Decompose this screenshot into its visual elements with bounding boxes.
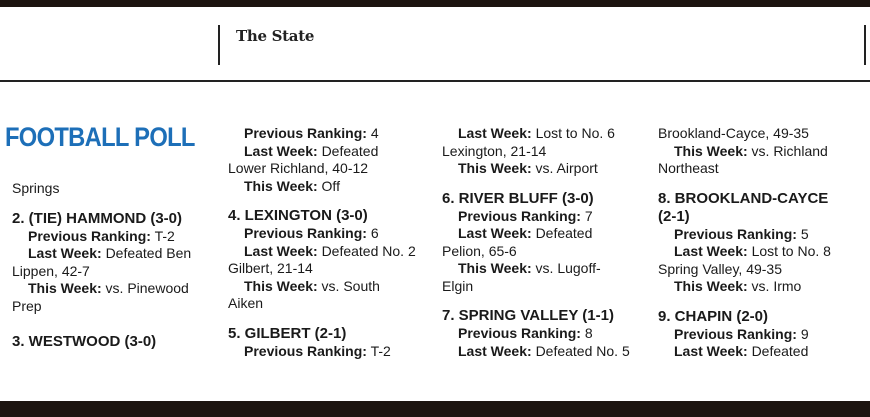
this-week-label: This Week: (244, 277, 318, 294)
text-line: Gilbert, 21-14 (228, 260, 313, 276)
previous-ranking-line (228, 343, 416, 361)
last-week-line (12, 245, 191, 263)
previous-ranking-value: 6 (370, 225, 379, 241)
previous-ranking-value: T-2 (154, 227, 175, 244)
last-week-value: Defeated (535, 225, 593, 241)
masthead-divider-left (218, 25, 220, 65)
text-line: Springs (12, 180, 60, 196)
last-week-line (442, 225, 630, 243)
bottom-bar (0, 401, 870, 417)
masthead-rule (0, 80, 870, 82)
text-line: Spring Valley, 49-35 (658, 260, 782, 277)
previous-ranking-value: 5 (800, 225, 809, 242)
poll-title: FOOTBALL POLL (5, 122, 195, 152)
masthead-divider-right (864, 25, 866, 65)
text-line: Lippen, 42-7 (12, 262, 90, 279)
previous-ranking-label: Previous Ranking: (458, 207, 581, 224)
last-week-label: Last Week: (244, 142, 318, 159)
masthead-logo: The State (236, 27, 315, 45)
this-week-label: This Week: (28, 280, 102, 296)
previous-ranking-line (442, 325, 630, 343)
this-week-label: This Week: (674, 278, 748, 294)
last-week-label: Last Week: (458, 225, 532, 241)
last-week-label: Last Week: (458, 125, 532, 141)
this-week-value: vs. South (321, 277, 380, 294)
text-line: Lower Richland, 40-12 (228, 160, 369, 176)
column-1 (12, 180, 191, 351)
last-week-label: Last Week: (28, 245, 102, 261)
this-week-line (658, 143, 831, 161)
previous-ranking-label: Previous Ranking: (674, 325, 797, 342)
previous-ranking-line (228, 125, 416, 143)
text-line: Brookland-Cayce, 49-35 (658, 125, 809, 141)
team-heading: 4. LEXINGTON (3-0) (228, 207, 368, 224)
text-line: Northeast (658, 160, 719, 176)
top-bar (0, 0, 870, 7)
previous-ranking-label: Previous Ranking: (244, 125, 367, 141)
team-heading: 5. GILBERT (2-1) (228, 324, 347, 342)
last-week-label: Last Week: (458, 342, 532, 359)
previous-ranking-label: Previous Ranking: (458, 325, 581, 341)
team-heading-continued: (2-1) (658, 207, 690, 225)
previous-ranking-value: 4 (370, 125, 379, 141)
last-week-value: Defeated (321, 142, 379, 159)
masthead (0, 7, 870, 80)
team-heading: 9. CHAPIN (2-0) (658, 307, 769, 325)
this-week-label: This Week: (244, 177, 318, 194)
last-week-label: Last Week: (674, 243, 748, 259)
last-week-line (658, 343, 831, 361)
team-heading: 2. (TIE) HAMMOND (3-0) (12, 209, 182, 227)
text-line: Prep (12, 297, 42, 314)
previous-ranking-line (658, 326, 831, 344)
this-week-value: vs. Richland (751, 142, 828, 159)
this-week-line (12, 280, 191, 298)
column-4 (658, 125, 831, 361)
previous-ranking-line (12, 228, 191, 246)
this-week-line (228, 178, 416, 196)
this-week-value: vs. Irmo (751, 278, 802, 294)
text-line: Pelion, 65-6 (442, 242, 517, 259)
this-week-line (228, 278, 416, 296)
previous-ranking-value: 7 (584, 207, 593, 224)
previous-ranking-label: Previous Ranking: (28, 227, 151, 244)
previous-ranking-label: Previous Ranking: (244, 225, 367, 241)
this-week-value: vs. Airport (535, 160, 598, 176)
this-week-line (658, 278, 831, 296)
last-week-line (658, 243, 831, 261)
this-week-line (442, 260, 630, 278)
this-week-label: This Week: (458, 260, 532, 276)
last-week-value: Lost to No. 8 (751, 243, 831, 259)
last-week-line (228, 143, 416, 161)
previous-ranking-value: 9 (800, 325, 809, 342)
this-week-label: This Week: (458, 160, 532, 176)
last-week-value: Lost to No. 6 (535, 125, 615, 141)
previous-ranking-line (442, 208, 630, 226)
text-line: Elgin (442, 277, 474, 294)
team-heading: 8. BROOKLAND-CAYCE (658, 189, 829, 207)
team-heading: 6. RIVER BLUFF (3-0) (442, 189, 594, 207)
last-week-value: Defeated Ben (105, 245, 192, 261)
previous-ranking-value: 8 (584, 325, 593, 341)
text-line: Aiken (228, 295, 264, 311)
text-line: Lexington, 21-14 (442, 142, 547, 159)
previous-ranking-label: Previous Ranking: (244, 342, 367, 359)
column-2 (228, 125, 416, 360)
this-week-label: This Week: (674, 142, 748, 159)
last-week-line (442, 343, 630, 361)
team-heading: 7. SPRING VALLEY (1-1) (442, 307, 614, 324)
last-week-label: Last Week: (674, 343, 748, 359)
previous-ranking-line (658, 226, 831, 244)
this-week-line (442, 160, 630, 178)
last-week-value: Defeated No. 2 (321, 242, 416, 259)
last-week-line (228, 243, 416, 261)
column-3 (442, 125, 630, 360)
previous-ranking-value: T-2 (370, 342, 391, 359)
previous-ranking-line (228, 225, 416, 243)
this-week-value: Off (321, 177, 340, 194)
last-week-value: Defeated (751, 343, 809, 359)
this-week-value: vs. Pinewood (105, 280, 189, 296)
last-week-label: Last Week: (244, 242, 318, 259)
this-week-value: vs. Lugoff- (535, 260, 601, 276)
team-heading: 3. WESTWOOD (3-0) (12, 333, 157, 350)
previous-ranking-label: Previous Ranking: (674, 225, 797, 242)
last-week-value: Defeated No. 5 (535, 342, 630, 359)
last-week-line (442, 125, 630, 143)
